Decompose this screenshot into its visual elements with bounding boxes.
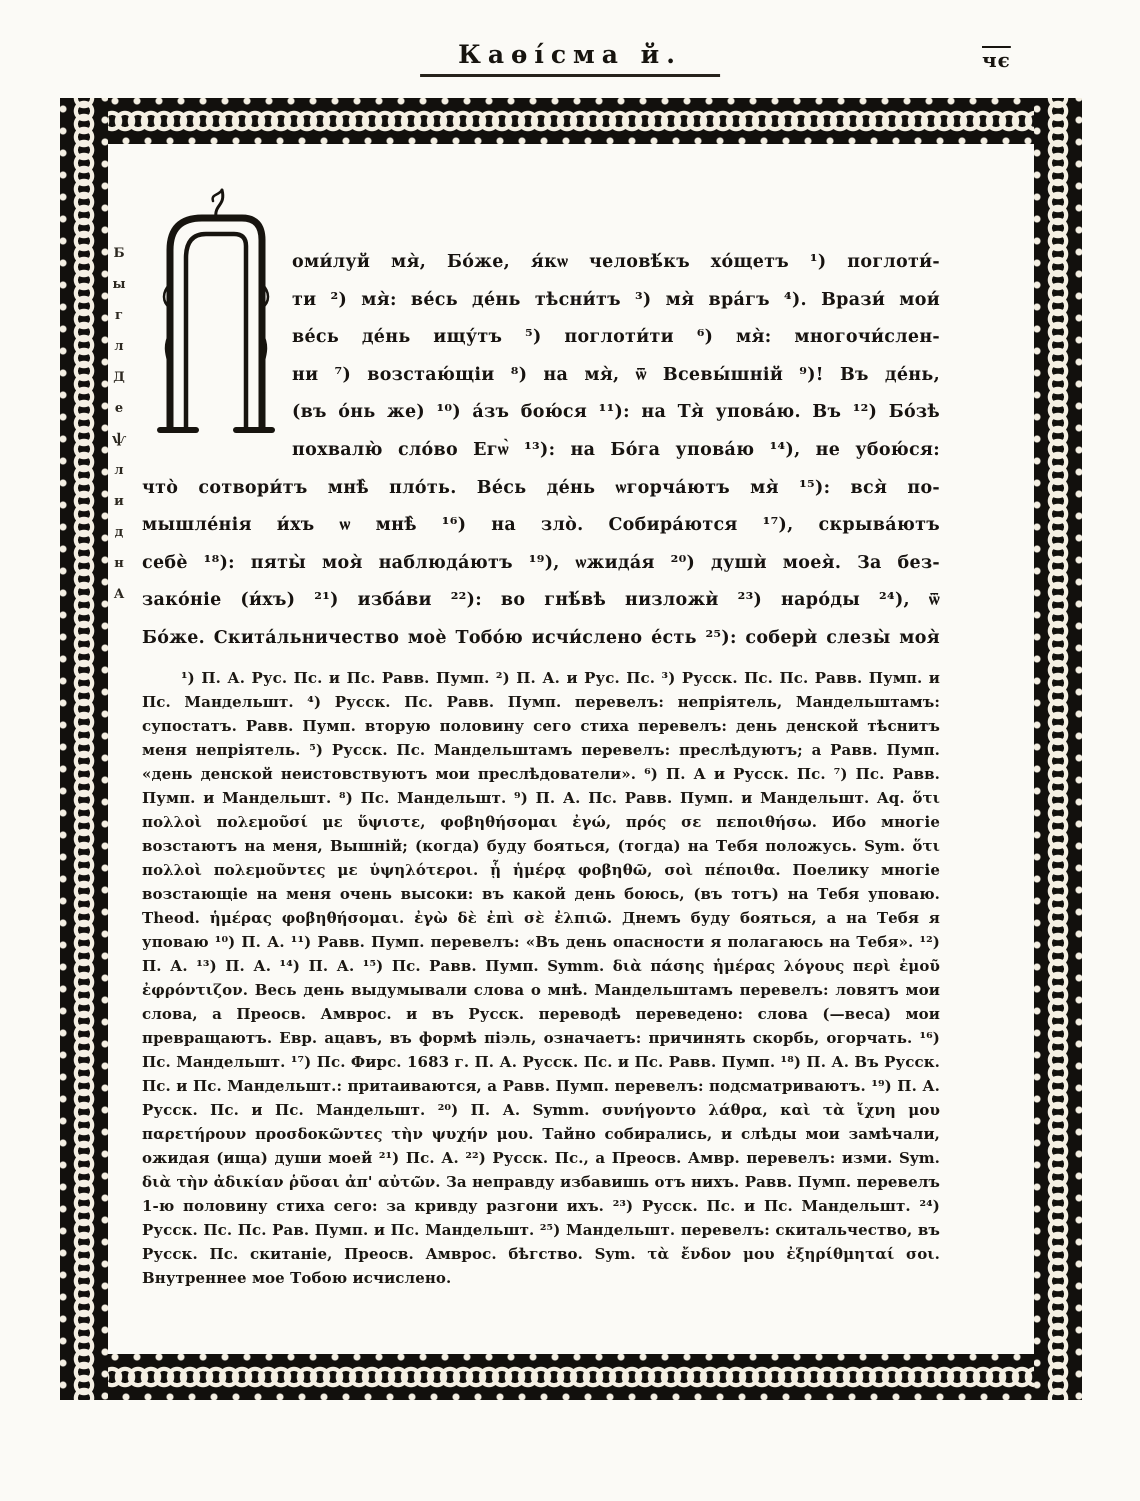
margin-letter: А — [113, 587, 125, 602]
border-ornament-left — [60, 98, 108, 1400]
text-line: ни ⁷) возстаю́щіи ⁸) на мя̀, ѿ Всевы́шній ⁹)! Въ де́нь, — [292, 364, 940, 385]
text-line: похвалю̀ сло́во Егѡ̀ ¹³): на Бо́га упова́ю ¹⁴), не убою́ся: — [292, 439, 940, 460]
text-line: Бо́же. Скита́льничество моѐ Тобо́ю исчи́слено е́сть ²⁵): соберѝ слезы̀ моя̀ — [142, 627, 940, 648]
kathisma-heading: Каѳі́сма й. — [420, 40, 720, 77]
text-line: себѐ ¹⁸): пяты̀ моя̀ наблюда́ютъ ¹⁹), ѡжида́я ²⁰) душѝ моея̀. За без- — [142, 552, 940, 573]
border-ornament-top — [60, 98, 1082, 144]
text-line: мышле́нія и́хъ ѡ мнѣ̀ ¹⁶) на зло̀. Собира́ются ¹⁷), скрыва́ютъ — [142, 515, 940, 536]
text-line: (въ о́нь же) ¹⁰) а́зъ бою́ся ¹¹): на Тя̀ упова́ю. Въ ¹²) Бо́зѣ — [292, 402, 940, 423]
text-line: оми́луй мя̀, Бо́же, я́кѡ человѣ́къ хо́щетъ ¹) поглоти́- — [292, 252, 940, 272]
initial-letter — [0, 0, 1, 1]
text-line: зако́ніе (и́хъ) ²¹) изба́ви ²²): во гнѣ́вѣ низложѝ ²³) наро́ды ²⁴), ѿ — [142, 590, 940, 611]
margin-letter: л — [114, 339, 124, 354]
margin-letter: Б — [113, 246, 125, 261]
text-line: что̀ сотвори́тъ мнѣ̀ пло́ть. Ве́сь де́нь ѡгорча́ютъ мя̀ ¹⁵): вся̀ по- — [142, 477, 940, 498]
margin-letter: н — [114, 556, 124, 571]
margin-letter: л — [114, 463, 124, 478]
margin-letter: Д — [113, 370, 125, 385]
text-line: ве́сь де́нь ищу́тъ ⁵) поглоти́ти ⁶) мя̀: многочи́слен- — [292, 327, 940, 348]
margin-annotation — [106, 238, 132, 610]
margin-letter: ы — [112, 277, 126, 292]
margin-letter: и — [114, 494, 124, 509]
margin-letter: е — [114, 401, 124, 416]
page-number: чє — [982, 48, 1011, 72]
ornamental-initial-P-icon — [148, 184, 278, 444]
margin-letter: г — [115, 308, 123, 323]
border-ornament-right — [1034, 98, 1082, 1400]
border-ornament-bottom — [60, 1354, 1082, 1400]
footnotes-block: ¹) П. А. Рус. Пс. и Пс. Равв. Пумп. ²) П. А. и Рус. Пс. ³) Русск. Пс. Пс. Равв. Пумп. и Пс. Мандельшт. ⁴) Русск. Пс. Равв. Пумп. перевелъ: непріятель, Мандельштамъ: супостатъ. Равв. Пумп. вторую половину сего стиха перевелъ: день денской тѣснитъ меня непріятель. ⁵) Русск. Пс. Мандельштамъ перевелъ: преслѣдуютъ; а Равв. Пумп. «день денской неистовствуютъ мои преслѣдователи». ⁶) П. А и Русск. Пс. ⁷) Пс. Равв. Пумп. и Мандельшт. ⁸) Пс. Мандельшт. ⁹) П. А. Пс. Равв. Пумп. и Мандельшт. Aq. ὅτι πολλοὶ πολεμοῦσί με ὕψιστε, φοβηθήσομαι ἐγώ, πρός σε πεποιθήσω. Ибо многіе возстаютъ на меня, Вышній; (когда) буду бояться, (тогда) на Тебя положусь. Sym. ὅτι πολλοὶ πολεμοῦντες με ὑψηλότεροι. ᾗ ἡμέρᾳ φοβηθῶ, σοὶ πέποιθα. Поелику многіе возстающіе на меня очень высоки: въ какой день боюсь, (въ тотъ) на Тебя уповаю. Theod. ἡμέρας φοβηθήσομαι. ἐγὼ δὲ ἐπὶ σὲ ἐλπιῶ. Днемъ буду бояться, а на Тебя я уповаю ¹⁰) П. А. ¹¹) Равв. Пумп. перевелъ: «Въ день опасности я полагаюсь на Тебя». ¹²) П. А. ¹³) П. А. ¹⁴) П. А. ¹⁵) Пс. Равв. Пумп. Symm. διὰ πάσης ἡμέρας λόγους περὶ ἐμοῦ ἐφρόντιζον. Весь день выдумывали слова о мнѣ. Мандельштамъ перевелъ: ловятъ мои слова, а Преосв. Амврос. и въ Русск. переводѣ переведено: слова (—веса) мои превращаютъ. Евр. ацавъ, въ формѣ піэль, означаетъ: причинять скорбь, огорчать. ¹⁶) Пс. Мандельшт. ¹⁷) Пс. Фирс. 1683 г. П. А. Русск. Пс. и Пс. Равв. Пумп. ¹⁸) П. А. Въ Русск. Пс. и Пс. Мандельшт.: притаиваются, а Равв. Пумп. перевелъ: подсматриваютъ. ¹⁹) П. А. Русск. Пс. и Пс. Мандельшт. ²⁰) П. А. Symm. συνήγοντο λάθρα, καὶ τὰ ἴχνη μου παρετήρουν προσδοκῶντες τὴν ψυχήν μου. Тайно собирались, и слѣды мои замѣчали, ожидая (ища) души моей ²¹) Пс. А. ²²) Русск. Пс., а Преосв. Амвр. перевелъ: изми. Sym. διὰ τὴν ἀδικίαν ῥῦσαι ἀπ' αὐτῶν. За неправду избавишь отъ нихъ. Равв. Пумп. перевелъ 1-ю половину стиха сего: за кривду разгони ихъ. ²³) Русск. Пс. и Пс. Мандельшт. ²⁴) Русск. Пс. Пс. Рав. Пумп. и Пс. Мандельшт. ²⁵) Мандельшт. перевелъ: скитальчество, въ Русск. Пс. скитаніе, Преосв. Амврос. бѣгство. Sym. τὰ ἔνδον μου ἐξηρίθμηταί σοι. Внутреннее мое Тобою исчислено. — [142, 669, 940, 1287]
text-line: ти ²) мя̀: ве́сь де́нь тѣсни́тъ ³) мя̀ вра́гъ ⁴). Врази́ мои́ — [292, 289, 940, 310]
margin-letter: д — [114, 525, 124, 540]
margin-letter: ѱ — [111, 432, 127, 447]
